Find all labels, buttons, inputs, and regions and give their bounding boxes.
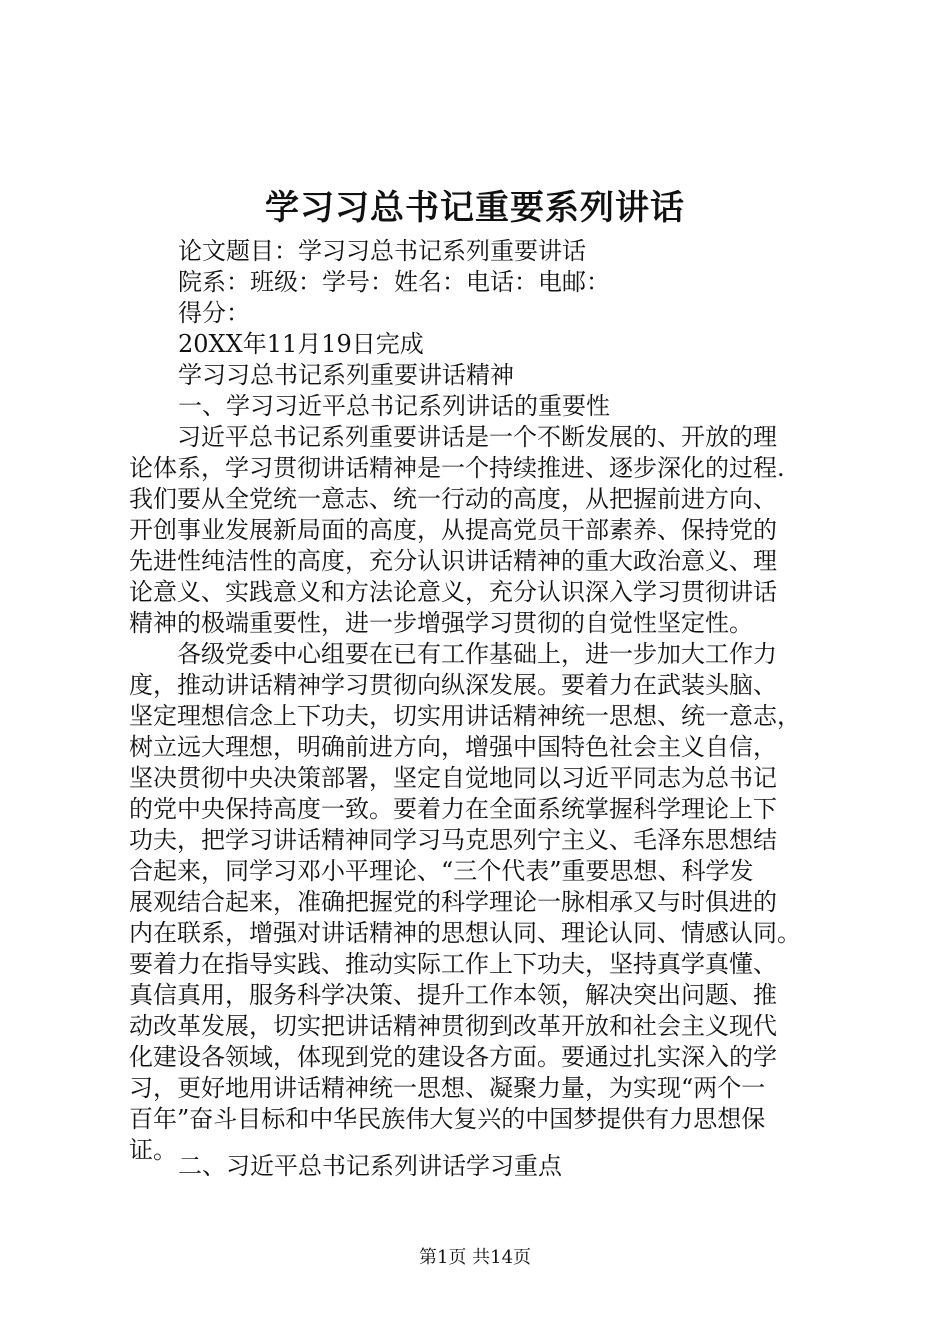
- body-line: 的党中央保持高度一致。要着力在全面系统掌握科学理论上下: [129, 795, 777, 823]
- body-line: 各级党委中心组要在已有工作基础上，进一步加大工作力: [129, 640, 777, 668]
- body-line: 论体系，学习贯彻讲话精神是一个持续推进、逐步深化的过程.: [129, 454, 785, 482]
- student-info-line: 院系：班级：学号：姓名：电话：电邮：: [178, 268, 610, 296]
- body-line: 习，更好地用讲话精神统一思想、凝聚力量，为实现“两个一: [129, 1074, 766, 1102]
- body-paragraphs: [129, 422, 849, 1166]
- body-line: 先进性纯洁性的高度，充分认识讲话精神的重大政治意义、理: [129, 547, 777, 575]
- body-line: 坚定理想信念上下功夫，切实用讲话精神统一思想、统一意志，: [129, 702, 801, 730]
- body-line: 习近平总书记系列重要讲话是一个不断发展的、开放的理: [129, 423, 777, 451]
- subtitle-line: 学习习总书记系列重要讲话精神: [178, 361, 514, 389]
- body-line: 功夫，把学习讲话精神同学习马克思列宁主义、毛泽东思想结: [129, 826, 777, 854]
- body-line: 我们要从全党统一意志、统一行动的高度，从把握前进方向、: [129, 485, 777, 513]
- body-line: 合起来，同学习邓小平理论、“三个代表”重要思想、科学发: [129, 857, 754, 885]
- section-1-heading: 一、学习习近平总书记系列讲话的重要性: [178, 392, 610, 420]
- body-line: 展观结合起来，准确把握党的科学理论一脉相承又与时俱进的: [129, 888, 777, 916]
- completion-date-line: 20XX年11月19日完成: [178, 330, 424, 358]
- page-footer: 第1页 共14页: [418, 1247, 532, 1268]
- body-line: 真信真用，服务科学决策、提升工作本领，解决突出问题、推: [129, 981, 777, 1009]
- body-line: 坚决贯彻中央决策部署，坚定自觉地同以习近平同志为总书记: [129, 764, 777, 792]
- body-line: 树立远大理想，明确前进方向，增强中国特色社会主义自信，: [129, 733, 777, 761]
- body-line: 百年”奋斗目标和中华民族伟大复兴的中国梦提供有力思想保: [129, 1105, 766, 1133]
- body-line: 开创事业发展新局面的高度，从提高党员干部素养、保持党的: [129, 516, 777, 544]
- document-title: 学习习总书记重要系列讲话: [265, 188, 685, 228]
- body-line: 化建设各领域，体现到党的建设各方面。要通过扎实深入的学: [129, 1043, 777, 1071]
- body-line: 精神的极端重要性，进一步增强学习贯彻的自觉性坚定性。: [129, 609, 753, 637]
- body-line: 度，推动讲话精神学习贯彻向纵深发展。要着力在武装头脑、: [129, 671, 777, 699]
- paper-topic-line: 论文题目：学习习总书记系列重要讲话: [178, 237, 586, 265]
- meta-block: [178, 236, 610, 422]
- score-line: 得分：: [178, 299, 250, 327]
- body-line: 动改革发展，切实把讲话精神贯彻到改革开放和社会主义现代: [129, 1012, 777, 1040]
- body-line: 论意义、实践意义和方法论意义，充分认识深入学习贯彻讲话: [129, 578, 777, 606]
- body-line: 内在联系，增强对讲话精神的思想认同、理论认同、情感认同。: [129, 919, 801, 947]
- body-line: 要着力在指导实践、推动实际工作上下功夫，坚持真学真懂、: [129, 950, 777, 978]
- body-line: 证。: [129, 1136, 177, 1164]
- section-2-heading: 二、习近平总书记系列讲话学习重点: [178, 1152, 562, 1180]
